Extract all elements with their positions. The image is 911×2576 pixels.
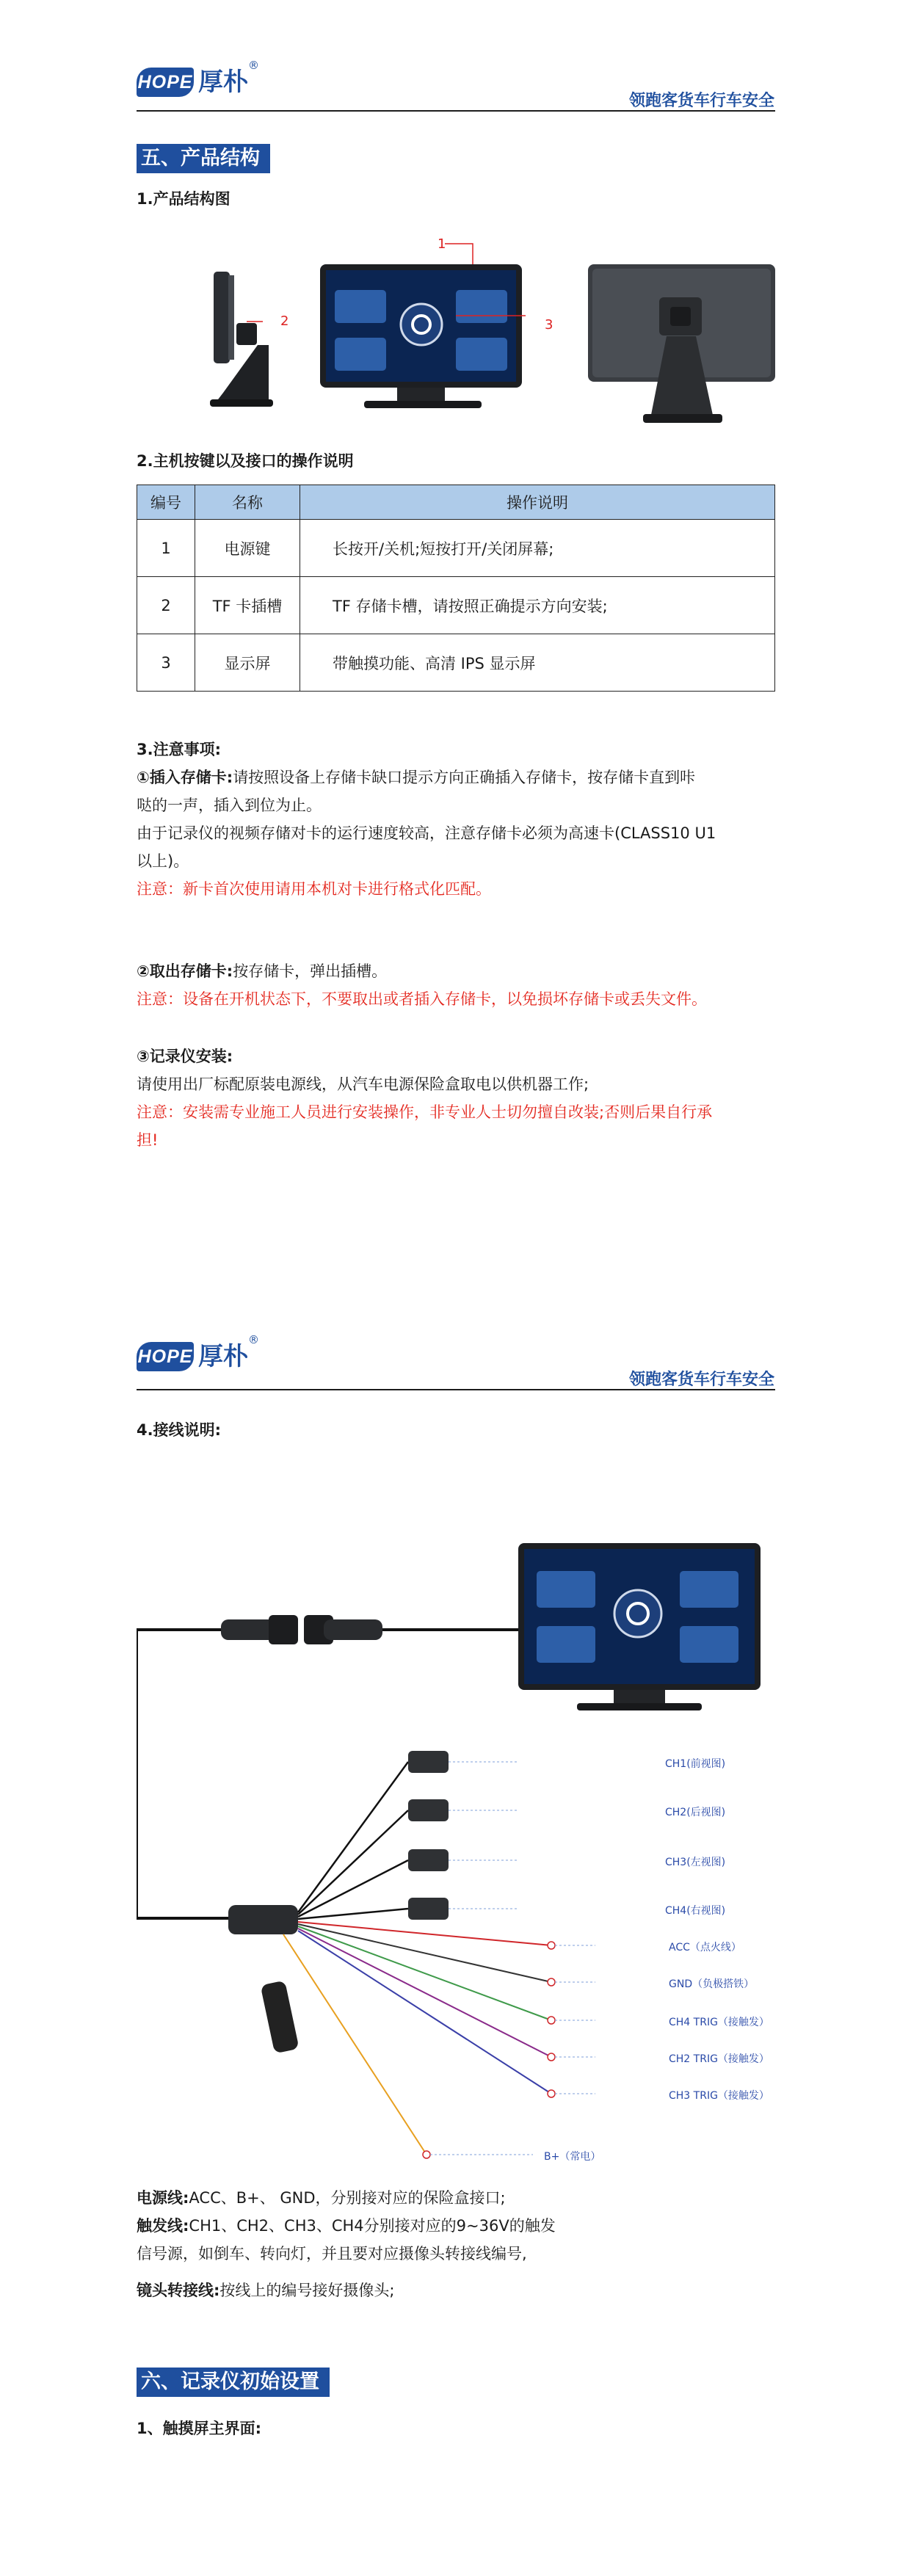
fuse-holder xyxy=(261,1980,300,2053)
lens-adapter-label: 镜头转接线: xyxy=(137,2282,220,2299)
callout-label-1: 1 xyxy=(438,236,446,252)
section-title-initial-setup: 六、记录仪初始设置 xyxy=(137,2368,330,2397)
signal-leader-lines xyxy=(430,1945,595,2155)
power-line-note: 电源线:ACC、B+、 GND，分别接对应的保险盒接口; xyxy=(137,2189,506,2207)
remove-card-label: ②取出存储卡: xyxy=(137,962,233,980)
signal-wires xyxy=(283,1922,551,2155)
remove-card-line: ②取出存储卡:按存储卡，弹出插槽。 xyxy=(137,962,388,980)
notes-block xyxy=(137,736,775,903)
trigger-line-label: 触发线: xyxy=(137,2217,189,2235)
front-view-device xyxy=(320,264,522,408)
remove-card-block xyxy=(137,957,775,1013)
trigger-line-note-1: 触发线:CH1、CH2、CH3、CH4分别接对应的9~36V的触发 xyxy=(137,2217,556,2235)
label-ch2: CH2(后视图) xyxy=(665,1807,726,1818)
wiring-notes xyxy=(137,2184,775,2304)
back-view-device xyxy=(588,264,775,423)
cable-connector xyxy=(221,1615,382,1644)
label-ch1: CH1(前视图) xyxy=(665,1758,726,1770)
callout-label-3: 3 xyxy=(545,317,554,333)
insert-card-label: ①插入存储卡: xyxy=(137,769,233,786)
cell-number: 1 xyxy=(137,520,195,577)
table-row xyxy=(137,577,775,634)
subheading-touchscreen-main: 1、触摸屏主界面: xyxy=(137,2420,262,2437)
product-structure-figure xyxy=(137,235,775,426)
registered-mark: ® xyxy=(248,59,259,72)
cell-name: 显示屏 xyxy=(195,634,300,692)
install-warning-line-2: 担! xyxy=(137,1131,159,1149)
insert-card-line-2: 哒的一声，插入到位为止。 xyxy=(137,797,322,814)
cell-number: 2 xyxy=(137,577,195,634)
power-line-label: 电源线: xyxy=(137,2189,189,2207)
wiring-diagram xyxy=(137,1527,775,2173)
cell-name: TF 卡插槽 xyxy=(195,577,300,634)
camera-plugs xyxy=(408,1751,449,1920)
cell-description: TF 存储卡槽，请按照正确提示方向安装; xyxy=(300,577,775,634)
section-title-product-structure: 五、产品结构 xyxy=(137,144,270,173)
cell-name: 电源键 xyxy=(195,520,300,577)
registered-mark: ® xyxy=(248,1333,259,1346)
operations-table xyxy=(137,485,775,692)
logo-chinese-name: 厚朴 xyxy=(198,68,248,97)
install-warning-line-1: 注意：安装需专业施工人员进行安装操作，非专业人士切勿擅自改装;否则后果自行承 xyxy=(137,1103,713,1121)
cell-number: 3 xyxy=(137,634,195,692)
header-operation: 操作说明 xyxy=(300,485,775,520)
label-ch2-trig: CH2 TRIG（接触发） xyxy=(669,2053,769,2065)
label-ch4: CH4(右视图) xyxy=(665,1905,726,1917)
install-heading: ③记录仪安装: xyxy=(137,1048,233,1065)
logo-hope-mark: HOPE xyxy=(137,68,194,97)
header-slogan: 领跑客货车行车安全 xyxy=(628,91,774,110)
label-ch4-trig: CH4 TRIG（接触发） xyxy=(669,2017,769,2028)
label-b-plus: B+（常电） xyxy=(544,2151,601,2163)
side-view-device xyxy=(210,272,273,407)
logo-chinese-name: 厚朴 xyxy=(198,1342,248,1371)
table-row xyxy=(137,520,775,577)
cell-description: 长按开/关机;短按打开/关闭屏幕; xyxy=(300,520,775,577)
subheading-button-ports: 2.主机按键以及接口的操作说明 xyxy=(137,452,354,470)
header-name: 名称 xyxy=(195,485,300,520)
subheading-structure-diagram: 1.产品结构图 xyxy=(137,190,231,208)
label-gnd: GND（负极搭铁） xyxy=(669,1978,755,1990)
install-text: 请使用出厂标配原装电源线，从汽车电源保险盒取电以供机器工作; xyxy=(137,1075,589,1093)
label-ch3-trig: CH3 TRIG（接触发） xyxy=(669,2090,769,2102)
speed-requirement-line-2: 以上)。 xyxy=(137,852,189,870)
lens-adapter-note: 镜头转接线:按线上的编号接好摄像头; xyxy=(137,2282,395,2299)
table-row xyxy=(137,634,775,692)
wiring-monitor xyxy=(518,1543,761,1710)
label-ch3: CH3(左视图) xyxy=(665,1857,726,1868)
label-acc: ACC（点火线） xyxy=(669,1942,741,1953)
header-number: 编号 xyxy=(137,485,195,520)
brand-logo xyxy=(137,59,313,104)
subheading-wiring: 4.接线说明: xyxy=(137,1421,221,1439)
format-warning: 注意：新卡首次使用请用本机对卡进行格式化匹配。 xyxy=(137,880,491,898)
trigger-line-note-2: 信号源，如倒车、转向灯，并且要对应摄像头转接线编号, xyxy=(137,2245,527,2263)
camera-wires xyxy=(298,1762,408,1919)
cell-description: 带触摸功能、高清 IPS 显示屏 xyxy=(300,634,775,692)
camera-leader-lines xyxy=(449,1762,518,1909)
harness-hub xyxy=(228,1905,298,1934)
insert-card-line-1: ①插入存储卡:请按照设备上存储卡缺口提示方向正确插入存储卡，按存储卡直到咔 xyxy=(137,769,696,786)
header-slogan-page2: 领跑客货车行车安全 xyxy=(628,1370,774,1389)
brand-logo-page2 xyxy=(137,1333,313,1379)
header-rule-page2 xyxy=(137,1389,775,1390)
speed-requirement-line-1: 由于记录仪的视频存储对卡的运行速度较高，注意存储卡必须为高速卡(CLASS10 U1 xyxy=(137,824,716,842)
wire-ends xyxy=(423,1942,555,2158)
logo-hope-mark: HOPE xyxy=(137,1342,194,1371)
notes-heading: 3.注意事项: xyxy=(137,741,221,758)
install-block xyxy=(137,1042,775,1154)
callout-label-2: 2 xyxy=(280,313,289,329)
remove-card-warning: 注意：设备在开机状态下，不要取出或者插入存储卡，以免损坏存储卡或丢失文件。 xyxy=(137,990,707,1008)
table-header-row xyxy=(137,485,775,520)
header-rule xyxy=(137,110,775,112)
